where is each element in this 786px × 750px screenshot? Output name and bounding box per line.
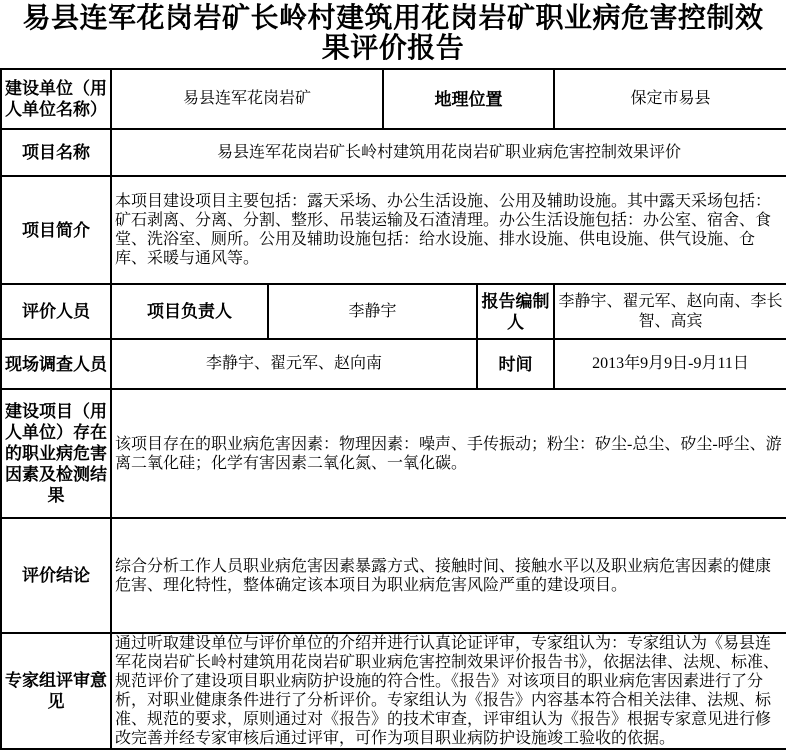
row-site-survey: [1, 339, 786, 389]
report-table: [0, 68, 786, 750]
row-evaluators: [1, 284, 786, 339]
report-title: 易县连军花岗岩矿长岭村建筑用花岗岩矿职业病危害控制效果评价报告: [22, 3, 764, 64]
conclusion-label: 评价结论: [1, 518, 111, 633]
expert-review-label: 专家组评审意见: [1, 633, 111, 749]
conclusion-value: 综合分析工作人员职业病危害因素暴露方式、接触时间、接触水平以及职业病危害因素的健康危害、理化特性，整体确定该本项目为职业病危害风险严重的建设项目。: [111, 518, 786, 633]
site-survey-label: 现场调查人员: [1, 339, 111, 389]
location-label: 地理位置: [383, 69, 554, 129]
project-intro-label: 项目简介: [1, 176, 111, 284]
project-intro-value: 本项目建设项目主要包括：露天采场、办公生活设施、公用及辅助设施。其中露天采场包括：矿石剥离、分离、分割、整形、吊装运输及石渣清理。办公生活设施包括：办公室、宿舍、食堂、洗浴室、厕所。公用及辅助设施包括：给水设施、排水设施、供电设施、供气设施、仓库、采暖与通风等。: [111, 176, 786, 284]
hazards-label: 建设项目（用人单位）存在的职业病危害因素及检测结果: [1, 389, 111, 518]
report-authors-label: 报告编制人: [477, 284, 554, 339]
hazards-value: 该项目存在的职业病危害因素：物理因素：噪声、手传振动；粉尘：矽尘-总尘、矽尘-呼尘、游离二氧化硅；化学有害因素二氧化氮、一氧化碳。: [111, 389, 786, 518]
project-leader-value: 李静宇: [268, 284, 477, 339]
location-value: 保定市易县: [554, 69, 786, 129]
report-authors-value: 李静宇、翟元军、赵向南、李长智、高宾: [554, 284, 786, 339]
expert-review-value: 通过听取建设单位与评价单位的介绍并进行认真论证评审，专家组认为：专家组认为《易县连军花岗岩矿长岭村建筑用花岗岩矿职业病危害控制效果评价报告书》，依据法律、法规、标准、规范评价了建设项目职业病防护设施的符合性。《报告》对该项目的职业病危害因素进行了分析，对职业健康条件进行了分析评价。专家组认为《报告》内容基本符合相关法律、法规、标准、规范的要求，原则通过对《报告》的技术审查，评审组认为《报告》根据专家意见进行修改完善并经专家审核后通过评审，可作为项目职业病防护设施竣工验收的依据。: [111, 633, 786, 749]
row-project-intro: [1, 176, 786, 284]
site-survey-value: 李静宇、翟元军、赵向南: [111, 339, 477, 389]
construction-unit-label: 建设单位（用人单位名称）: [1, 69, 111, 129]
project-leader-label: 项目负责人: [111, 284, 268, 339]
construction-unit-value: 易县连军花岗岩矿: [111, 69, 383, 129]
row-expert-review: [1, 633, 786, 749]
row-construction-unit: [1, 69, 786, 129]
evaluators-label: 评价人员: [1, 284, 111, 339]
project-name-label: 项目名称: [1, 129, 111, 176]
row-project-name: [1, 129, 786, 176]
project-name-value: 易县连军花岗岩矿长岭村建筑用花岗岩矿职业病危害控制效果评价: [111, 129, 786, 176]
survey-time-label: 时间: [477, 339, 554, 389]
row-conclusion: [1, 518, 786, 633]
row-hazards: [1, 389, 786, 518]
survey-time-value: 2013年9月9日-9月11日: [554, 339, 786, 389]
